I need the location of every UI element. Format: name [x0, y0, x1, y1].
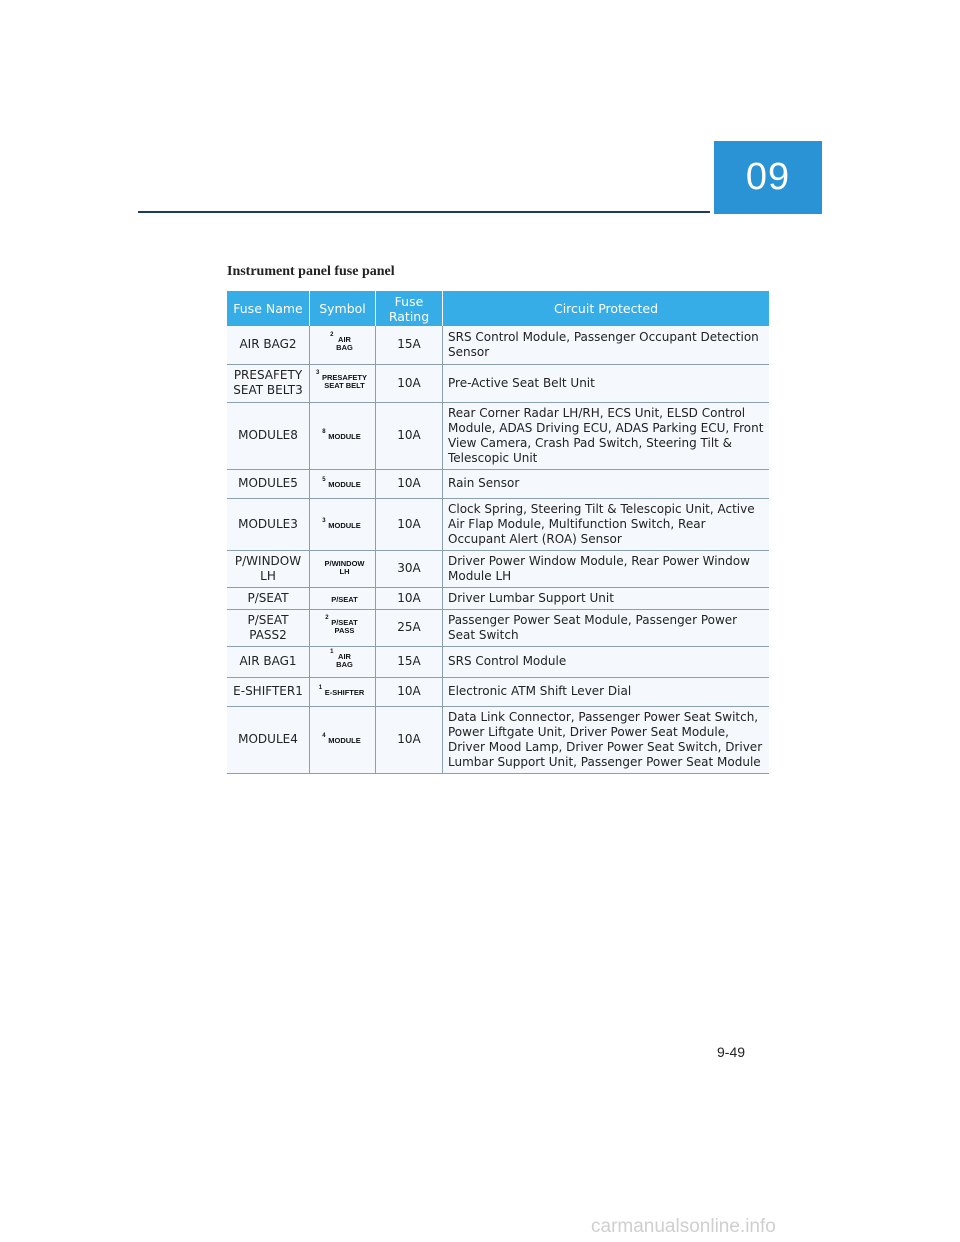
fuse-name-cell: P/SEAT: [227, 587, 310, 609]
circuit-protected-cell: Electronic ATM Shift Lever Dial: [443, 677, 770, 706]
fuse-symbol-icon: [330, 648, 353, 669]
fuse-symbol-cell: [310, 364, 376, 402]
fuse-symbol-line1: E-SHIFTER: [324, 688, 365, 697]
fuse-rating-cell: 10A: [376, 469, 443, 498]
fuse-symbol-line1: PRESAFETY: [321, 373, 367, 382]
fuse-symbol-icon: [321, 560, 365, 576]
fuse-name-cell: AIR BAG1: [227, 646, 310, 677]
fuse-symbol-cell: [310, 498, 376, 550]
fuse-rating-cell: 10A: [376, 498, 443, 550]
circuit-protected-cell: Data Link Connector, Passenger Power Seat Switch, Power Liftgate Unit, Driver Power Seat Module, Driver Mood Lamp, Driver Power Seat Switch, Driver Lumbar Support Unit, Passenger Power Seat Module: [443, 706, 770, 773]
fuse-name-cell: MODULE3: [227, 498, 310, 550]
fuse-symbol-icon: [322, 733, 361, 745]
table-row: [227, 706, 769, 773]
fuse-symbol-line2: LH: [339, 566, 350, 576]
fuse-symbol-line1: AIR: [338, 334, 351, 344]
fuse-name-cell: E-SHIFTER1: [227, 677, 310, 706]
fuse-name-cell: P/WINDOW LH: [227, 550, 310, 587]
table-row: [227, 677, 769, 706]
watermark: carmanualsonline.info: [591, 1216, 776, 1237]
table-row: [227, 364, 769, 402]
circuit-protected-cell: Rear Corner Radar LH/RH, ECS Unit, ELSD Control Module, ADAS Driving ECU, ADAS Parking ECU, Front View Camera, Crash Pad Switch, Steering Tilt & Telescopic Unit: [443, 402, 770, 469]
fuse-symbol-icon: [318, 685, 365, 697]
table-row: [227, 326, 769, 364]
fuse-symbol-number: 2: [325, 614, 329, 621]
header-fuse-name: Fuse Name: [227, 291, 310, 326]
fuse-symbol-number: 4: [322, 733, 326, 739]
fuse-table: [227, 291, 769, 774]
fuse-symbol-line2: BAG: [336, 342, 353, 352]
fuse-symbol-number: 8: [322, 429, 326, 435]
fuse-rating-cell: 10A: [376, 677, 443, 706]
fuse-symbol-number: 1: [318, 685, 323, 691]
table-row: [227, 550, 769, 587]
header-rule: [138, 211, 710, 213]
circuit-protected-cell: Rain Sensor: [443, 469, 770, 498]
fuse-symbol-number: 1: [330, 648, 334, 655]
circuit-protected-cell: Pre-Active Seat Belt Unit: [443, 364, 770, 402]
fuse-symbol-line2: BAG: [336, 659, 353, 669]
fuse-rating-cell: 10A: [376, 706, 443, 773]
header-symbol: Symbol: [310, 291, 376, 326]
fuse-symbol-cell: [310, 402, 376, 469]
header-fuse-rating: Fuse Rating: [376, 291, 443, 326]
fuse-rating-cell: 25A: [376, 609, 443, 646]
table-row: [227, 498, 769, 550]
fuse-symbol-icon: [330, 331, 353, 352]
fuse-symbol-number: 2: [330, 331, 334, 338]
fuse-rating-cell: 15A: [376, 326, 443, 364]
fuse-symbol-cell: [310, 587, 376, 609]
chapter-number: 09: [745, 156, 791, 198]
section-title: Instrument panel fuse panel: [227, 264, 395, 279]
circuit-protected-cell: SRS Control Module, Passenger Occupant Detection Sensor: [443, 326, 770, 364]
fuse-symbol-line1: MODULE: [328, 432, 361, 441]
fuse-symbol-cell: [310, 469, 376, 498]
circuit-protected-cell: Passenger Power Seat Module, Passenger Power Seat Switch: [443, 609, 770, 646]
fuse-rating-cell: 10A: [376, 587, 443, 609]
header-circuit-protected: Circuit Protected: [443, 291, 770, 326]
fuse-name-cell: MODULE5: [227, 469, 310, 498]
table-row: [227, 646, 769, 677]
fuse-symbol-cell: [310, 706, 376, 773]
fuse-symbol-number: 3: [315, 370, 320, 376]
page-number: 9-49: [717, 1044, 746, 1060]
fuse-symbol-cell: [310, 550, 376, 587]
fuse-name-cell: PRESAFETY SEAT BELT3: [227, 364, 310, 402]
fuse-symbol-icon: [322, 517, 361, 530]
fuse-symbol-number: 5: [322, 477, 326, 483]
fuse-symbol-line1: AIR: [338, 651, 351, 661]
fuse-symbol-line1: P/SEAT: [331, 594, 358, 604]
fuse-symbol-line1: MODULE: [328, 520, 361, 530]
fuse-symbol-line1: P/WINDOW: [324, 558, 365, 568]
fuse-symbol-icon: [315, 370, 367, 390]
fuse-symbol-cell: [310, 326, 376, 364]
fuse-rating-cell: 15A: [376, 646, 443, 677]
fuse-symbol-cell: [310, 609, 376, 646]
fuse-name-cell: MODULE8: [227, 402, 310, 469]
table-header-row: [227, 291, 769, 326]
fuse-symbol-number: 3: [322, 517, 326, 524]
fuse-symbol-icon: [322, 429, 361, 441]
circuit-protected-cell: Driver Power Window Module, Rear Power Window Module LH: [443, 550, 770, 587]
fuse-symbol-line1: MODULE: [328, 480, 361, 489]
fuse-symbol-icon: [325, 614, 358, 635]
fuse-symbol-line1: P/SEAT: [331, 617, 358, 627]
fuse-name-cell: MODULE4: [227, 706, 310, 773]
fuse-rating-cell: 10A: [376, 402, 443, 469]
fuse-symbol-cell: [310, 646, 376, 677]
table-row: [227, 587, 769, 609]
fuse-symbol-icon: [327, 596, 358, 604]
chapter-tab: [714, 141, 822, 214]
fuse-name-cell: P/SEAT PASS2: [227, 609, 310, 646]
table-row: [227, 609, 769, 646]
circuit-protected-cell: Clock Spring, Steering Tilt & Telescopic Unit, Active Air Flap Module, Multifunction Switch, Rear Occupant Alert (ROA) Sensor: [443, 498, 770, 550]
fuse-symbol-line2: SEAT BELT: [324, 381, 365, 390]
fuse-symbol-line2: PASS: [334, 625, 355, 635]
table-row: [227, 469, 769, 498]
fuse-symbol-line1: MODULE: [328, 736, 361, 745]
fuse-symbol-icon: [322, 477, 361, 489]
fuse-name-cell: AIR BAG2: [227, 326, 310, 364]
fuse-rating-cell: 30A: [376, 550, 443, 587]
circuit-protected-cell: SRS Control Module: [443, 646, 770, 677]
circuit-protected-cell: Driver Lumbar Support Unit: [443, 587, 770, 609]
fuse-symbol-cell: [310, 677, 376, 706]
fuse-rating-cell: 10A: [376, 364, 443, 402]
table-row: [227, 402, 769, 469]
fuse-table-body: [227, 326, 769, 773]
